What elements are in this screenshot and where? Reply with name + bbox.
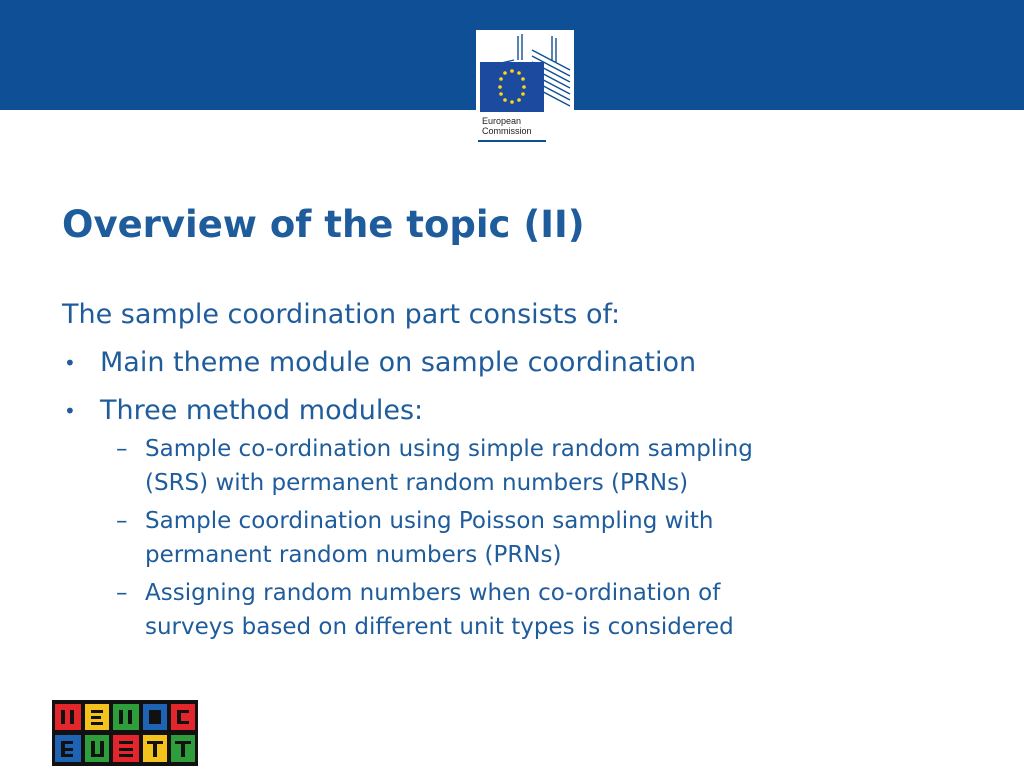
logo-underline	[478, 140, 546, 142]
bullet-item	[62, 392, 962, 430]
bullet-dot-icon: •	[64, 399, 76, 423]
sub-bullet-line: (SRS) with permanent random numbers (PRNs)	[145, 470, 689, 496]
sub-bullet-item	[62, 432, 962, 500]
european-commission-label	[482, 116, 532, 136]
memobust-logo	[52, 700, 198, 766]
bullet-text: Main theme module on sample coordination	[100, 347, 697, 378]
bullet-dot-icon: •	[64, 351, 76, 375]
bullet-item	[62, 344, 962, 382]
sub-bullet-item	[62, 576, 962, 644]
sub-bullet-line: Assigning random numbers when co-ordination of	[145, 580, 721, 606]
logo-text-line2: Commission	[482, 126, 532, 136]
slide-title: Overview of the topic (II)	[62, 203, 585, 246]
intro-text: The sample coordination part consists of:	[62, 299, 621, 330]
sub-bullet-line: Sample co-ordination using simple random sampling	[145, 436, 753, 462]
dash-icon: –	[116, 436, 128, 462]
sub-bullet-line: surveys based on different unit types is considered	[145, 614, 734, 640]
sub-bullet-line: permanent random numbers (PRNs)	[145, 542, 562, 568]
logo-text-line1: European	[482, 116, 522, 126]
slide-content	[62, 296, 962, 644]
dash-icon: –	[116, 508, 128, 534]
sub-bullet-line: Sample coordination using Poisson sampling with	[145, 508, 714, 534]
sub-bullet-item	[62, 504, 962, 572]
bullet-text: Three method modules:	[100, 395, 424, 426]
dash-icon: –	[116, 580, 128, 606]
